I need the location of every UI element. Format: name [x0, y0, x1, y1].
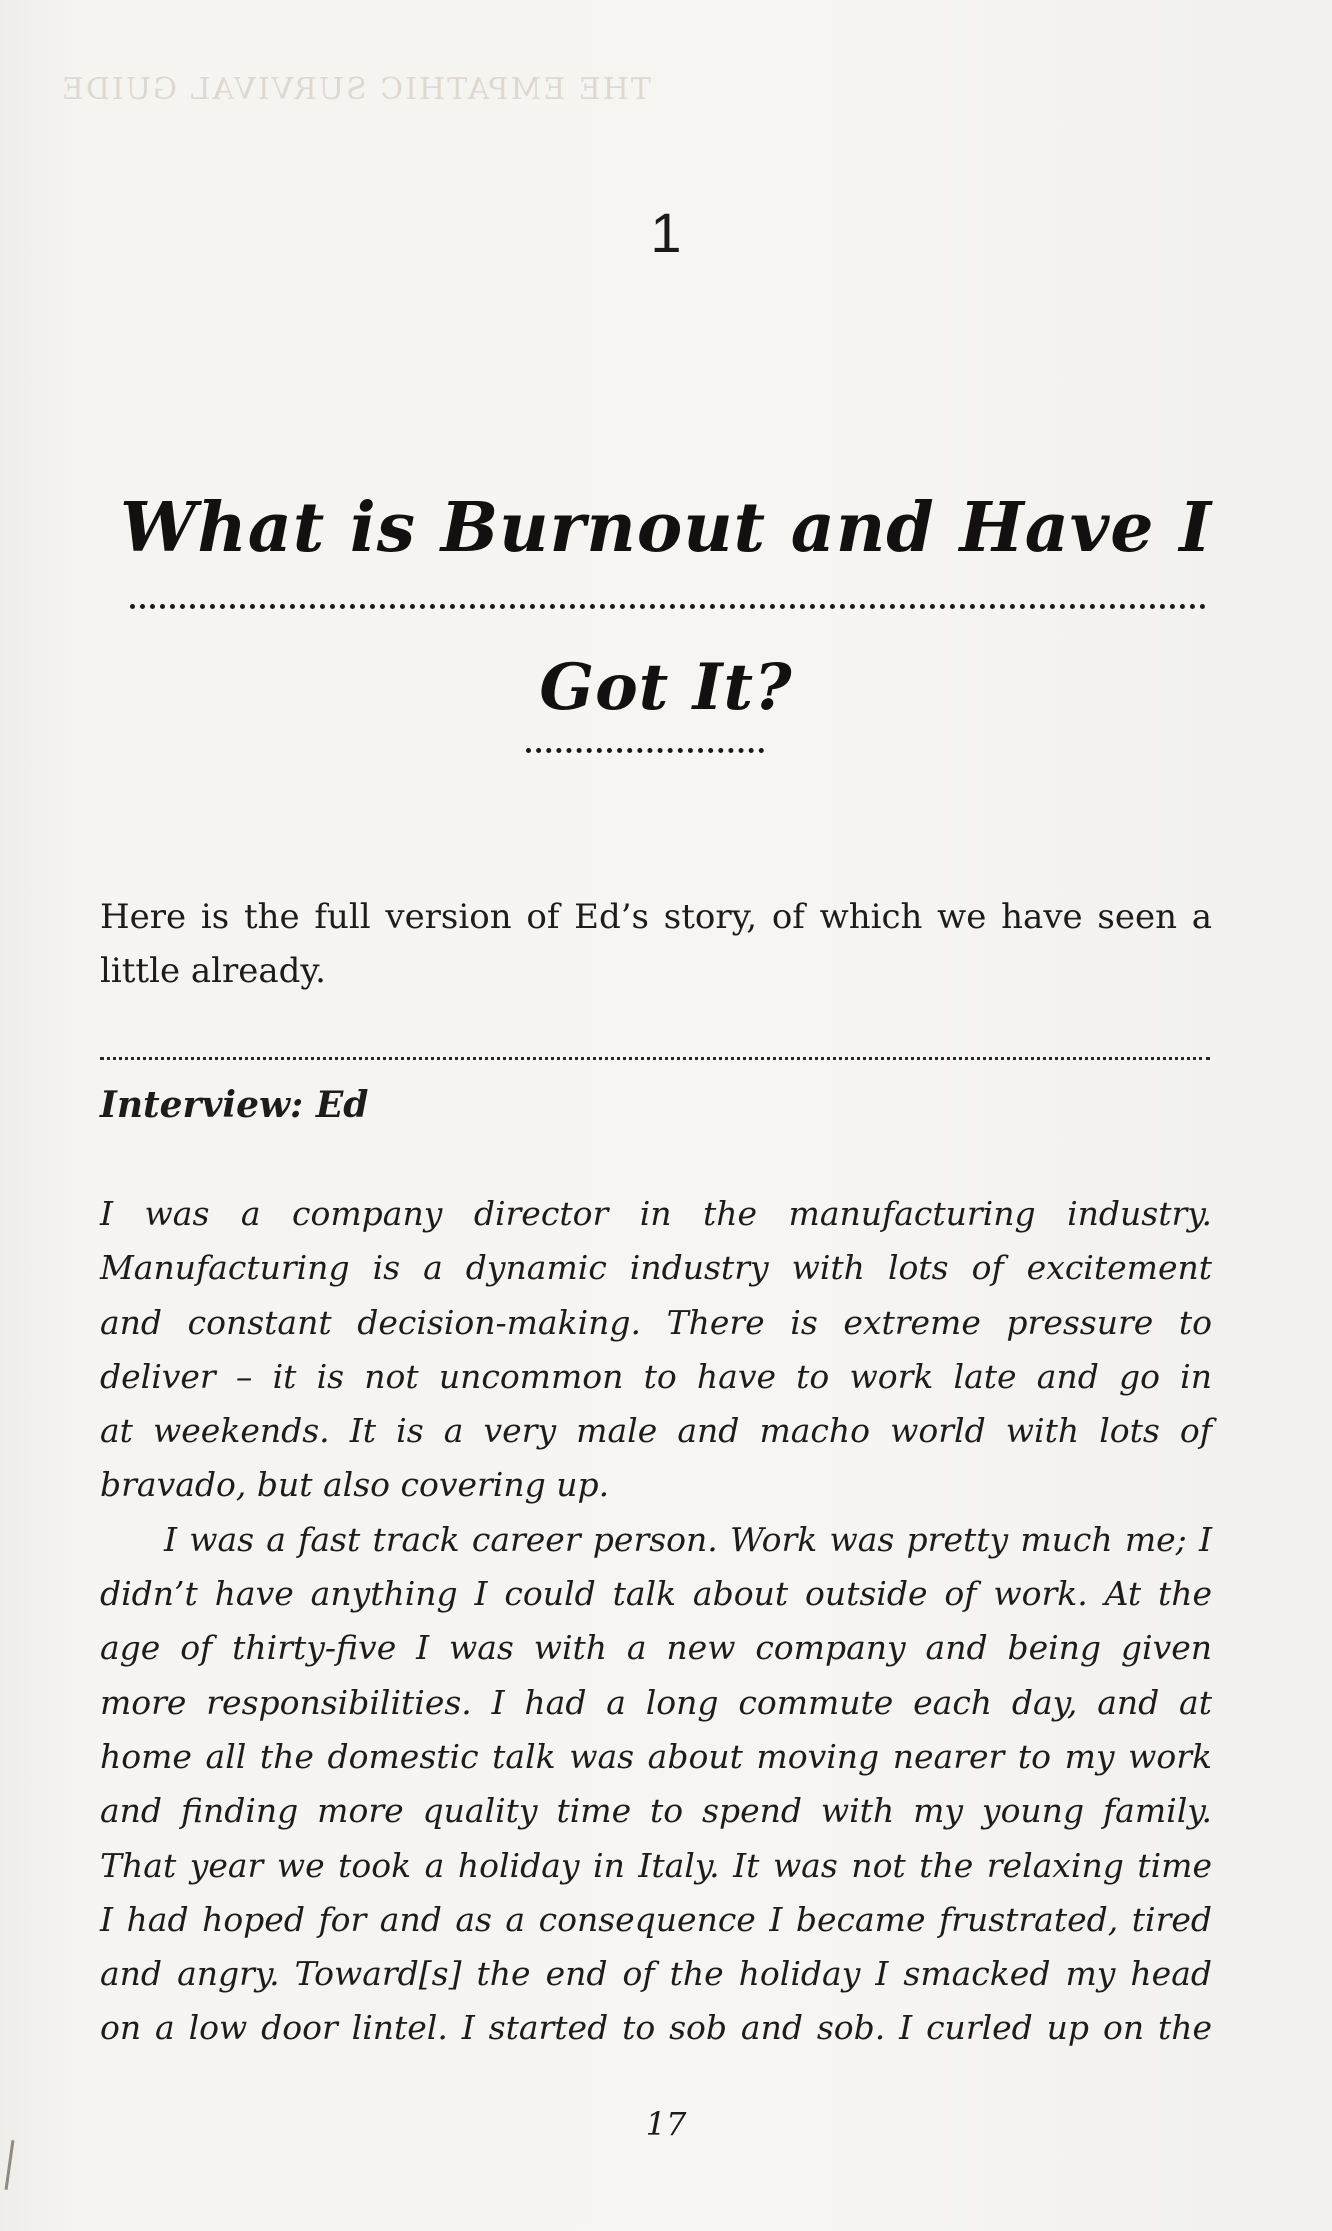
text-line: I had hoped for and as a consequence I became frustrated, tired — [100, 1899, 1212, 1939]
text-line: and angry. Toward[s] the end of the holiday I smacked my head — [100, 1954, 1212, 1994]
bleed-through-running-header: THE EMPATHIC SURVIVAL GUIDE — [60, 72, 651, 107]
text-line: home all the domestic talk was about moving nearer to my work — [100, 1736, 1212, 1776]
text-line: at weekends. It is a very male and macho world with lots of — [100, 1411, 1212, 1451]
text-line: I was a fast track career person. Work was pretty much me; I — [164, 1519, 1212, 1559]
text-line: more responsibilities. I had a long commute each day, and at — [100, 1682, 1212, 1722]
interview-heading: Interview: Ed — [100, 1084, 369, 1126]
text-line: on a low door lintel. I started to sob and sob. I curled up on the — [100, 2008, 1212, 2048]
chapter-number: 1 — [650, 201, 682, 264]
text-line: I was a company director in the manufacturing industry. — [100, 1194, 1212, 1233]
text-line: That year we took a holiday in Italy. It was not the relaxing time — [100, 1845, 1212, 1885]
text-line: Manufacturing is a dynamic industry with lots of excitement — [100, 1248, 1212, 1288]
text-line: bravado, but also covering up. — [100, 1465, 610, 1505]
interview-paragraph-1 — [100, 1187, 1212, 1513]
title-dotted-rule — [130, 604, 1206, 609]
title-dotted-rule-short — [526, 748, 764, 753]
chapter-title-line-2: Got It? — [539, 650, 793, 725]
chapter-title-line-1: What is Burnout and Have I — [119, 488, 1213, 568]
interview-body — [100, 1187, 1212, 2056]
text-line: deliver – it is not uncommon to have to work late and go in — [100, 1356, 1212, 1396]
interview-paragraph-2 — [100, 1513, 1212, 2056]
intro-paragraph: Here is the full version of Ed’s story, of which we have seen a little already. — [100, 897, 1212, 991]
text-line: age of thirty-five I was with a new company and being given — [100, 1628, 1212, 1668]
text-line: didn’t have anything I could talk about outside of work. At the — [100, 1574, 1212, 1614]
page-edge-mark — [5, 2140, 15, 2190]
text-line: and finding more quality time to spend with my young family. — [100, 1791, 1212, 1831]
text-line: and constant decision-making. There is extreme pressure to — [100, 1302, 1212, 1342]
page-number: 17 — [645, 2105, 687, 2143]
